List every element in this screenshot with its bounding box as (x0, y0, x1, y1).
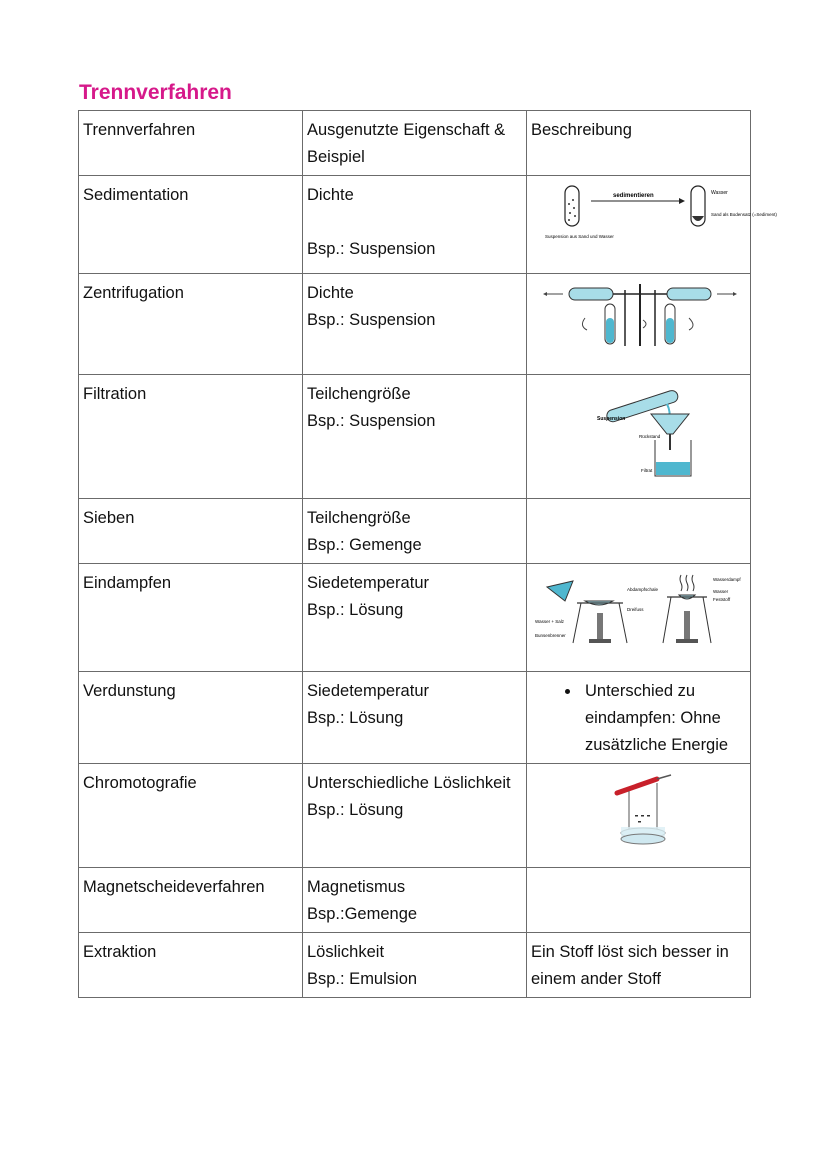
diagram-cell (527, 176, 777, 274)
description-cell: Ein Stoff löst sich besser in einem ander Stoff (527, 933, 751, 998)
property-text: Unterschiedliche Löslichkeit (307, 774, 511, 792)
example-text: Bsp.: Suspension (307, 311, 436, 329)
method-cell: Sieben (79, 499, 303, 564)
diagram-cell (527, 274, 751, 375)
method-cell: Eindampfen (79, 564, 303, 672)
filt-label-rueckstand: Rückstand (638, 434, 660, 439)
property-cell (303, 499, 527, 564)
property-text: Teilchengröße (307, 385, 411, 403)
header-cell: Ausgenutzte Eigenschaft & Beispiel (303, 111, 527, 176)
description-cell (527, 672, 751, 764)
evap-label-wasser: Wasser (712, 589, 728, 594)
table-row (79, 176, 751, 274)
filt-label-suspension: Suspension (596, 416, 625, 422)
property-cell (303, 274, 527, 375)
evap-label-dampf: Wasserdampf (712, 577, 741, 582)
example-text: Bsp.: Lösung (307, 801, 404, 819)
evap-label-schale: Abdampfschale (626, 587, 658, 592)
property-text: Dichte (307, 186, 354, 204)
empty-cell (527, 868, 751, 933)
property-text: Magnetismus (307, 878, 406, 896)
header-cell: Beschreibung (527, 111, 751, 176)
method-cell: Verdunstung (79, 672, 303, 764)
method-cell: Filtration (79, 375, 303, 499)
property-text: Löslichkeit (307, 943, 385, 961)
header-cell: Trennverfahren (79, 111, 303, 176)
table-header-row (79, 111, 751, 176)
description-item: • Unterschied zu eindampfen: Ohne zusätzliche Energie (581, 678, 746, 759)
method-cell: Chromotografie (79, 764, 303, 868)
property-cell (303, 375, 527, 499)
table-row (79, 274, 751, 375)
property-cell (303, 933, 527, 998)
sed-label-water: Wasser (710, 190, 728, 196)
evap-label-feststoff: Feststoff (712, 597, 730, 602)
property-cell (303, 672, 527, 764)
empty-cell (527, 499, 751, 564)
filtration-diagram (539, 382, 739, 482)
example-text: Bsp.: Lösung (307, 601, 404, 619)
table-row (79, 764, 751, 868)
description-list (531, 678, 746, 759)
property-text: Siedetemperatur (307, 574, 429, 592)
evap-label-mix: Wasser + Salz (534, 619, 564, 624)
method-cell: Zentrifugation (79, 274, 303, 375)
table-row (79, 375, 751, 499)
diagram-cell (527, 764, 751, 868)
property-text: Dichte (307, 284, 354, 302)
example-text: Bsp.:Gemenge (307, 905, 418, 923)
diagram-cell (527, 564, 751, 672)
property-cell (303, 868, 527, 933)
evap-label-dreifuss: Dreifuss (626, 607, 644, 612)
example-text: Bsp.: Emulsion (307, 970, 418, 988)
evap-label-brenner: Bunsenbrenner (534, 633, 566, 638)
example-text: Bsp.: Gemenge (307, 536, 422, 554)
page-title: Trennverfahren (79, 81, 232, 104)
diagram-cell (527, 375, 751, 499)
table-row (79, 868, 751, 933)
example-text: Bsp.: Suspension (307, 412, 436, 430)
evaporation-diagram (531, 571, 747, 655)
centrifuge-diagram (539, 280, 739, 360)
chromatography-diagram (539, 771, 739, 851)
property-text: Siedetemperatur (307, 682, 429, 700)
method-cell: Magnetscheideverfahren (79, 868, 303, 933)
filt-label-filtrat: Filtrat (640, 468, 652, 473)
sedimentation-diagram (539, 180, 777, 260)
property-cell (303, 764, 527, 868)
table-row (79, 672, 751, 764)
separation-methods-table (78, 110, 777, 998)
property-cell (303, 564, 527, 672)
table-row (79, 564, 751, 672)
sed-arrow-label: sedimentieren (612, 193, 654, 199)
table-row (79, 499, 751, 564)
method-cell: Sedimentation (79, 176, 303, 274)
example-text: Bsp.: Suspension (307, 240, 436, 258)
property-cell (303, 176, 527, 274)
property-text: Teilchengröße (307, 509, 411, 527)
sed-label-suspension: Suspension aus Sand und Wasser (544, 234, 614, 239)
example-text: Bsp.: Lösung (307, 709, 404, 727)
sed-label-sediment: Sand als Bodensatz (=Sediment) (710, 212, 777, 217)
method-cell: Extraktion (79, 933, 303, 998)
table-row (79, 933, 751, 998)
